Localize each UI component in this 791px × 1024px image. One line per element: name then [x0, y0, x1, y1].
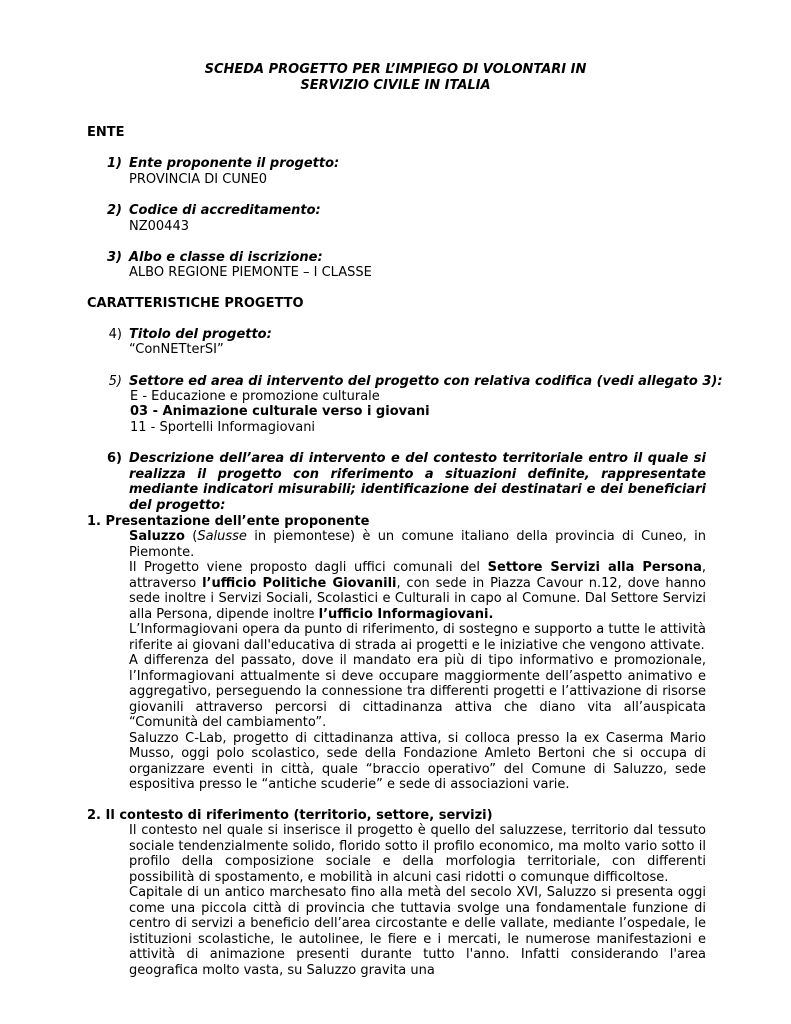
section-2-paragraph-1: Il contesto nel quale si inserisce il progetto è quello del saluzzese, territorio dal tessuto sociale tendenzialmente solido, florido sotto il profilo economico, ma molto vario sotto il profilo della composizione sociale e della morfologia territoriale, con differenti possibilità di spostamento, e mobilità in alcuni casi ridotti o comunque difficoltose. — [129, 823, 706, 885]
item-4-value: “ConNETterSI” — [129, 342, 224, 357]
item-2-value: NZ00443 — [129, 219, 189, 234]
section-1-paragraph-5: Saluzzo C-Lab, progetto di cittadinanza attiva, si colloca presso la ex Caserma Mario Musso, oggi polo scolastico, sede della Fondazione Amleto Bertoni che si occupa di organizzare eventi in città, quale “braccio operativo” del Comune di Saluzzo, sede espositiva presso le “antiche scuderie” e sede di associazioni varie. — [129, 730, 706, 792]
section-1-heading: 1. Presentazione dell’ente proponente — [87, 514, 370, 529]
title-line-2: SERVIZIO CIVILE IN ITALIA — [300, 78, 491, 93]
section-1-body — [129, 529, 706, 793]
item-6-number: 6) — [107, 451, 122, 466]
title-line-1: SCHEDA PROGETTO PER L’IMPIEGO DI VOLONTARI IN — [204, 62, 587, 77]
item-1-value: PROVINCIA DI CUNE0 — [129, 172, 268, 187]
item-5-label: Settore ed area di intervento del progetto con relativa codifica (vedi allegato 3): — [129, 374, 723, 389]
settore-line-1: E - Educazione e promozione culturale — [130, 389, 380, 404]
item-3-label: Albo e classe di iscrizione: — [129, 250, 323, 265]
item-3-number: 3) — [107, 250, 122, 265]
item-6-text: Descrizione dell’area di intervento e del contesto territoriale entro il quale si realizza il progetto con riferimento a situazioni definite, rappresentate mediante indicatori misurabili; identificazione dei destinatari e dei beneficiari del progetto: — [129, 451, 706, 513]
item-4-number: 4) — [108, 327, 122, 342]
item-2-number: 2) — [107, 203, 122, 218]
item-5-number: 5) — [108, 374, 122, 389]
section-1-paragraph-3: L’Informagiovani opera da punto di riferimento, di sostegno e supporto a tutte le attività riferite ai giovani dall'educativa di strada ai progetti e le iniziative che vengono attivate. — [129, 622, 706, 653]
document-title — [0, 62, 791, 94]
section-heading-caratteristiche: CARATTERISTICHE PROGETTO — [87, 296, 304, 311]
section-1-paragraph-1: Saluzzo (Salusse in piemontese) è un comune italiano della provincia di Cuneo, in Piemonte. — [129, 529, 706, 560]
section-2-paragraph-2: Capitale di un antico marchesato fino alla metà del secolo XVI, Saluzzo si presenta oggi come una piccola città di provincia che tuttavia svolge una fondamentale funzione di centro di servizi a beneficio dell’area circostante e delle vallate, mediante l’ospedale, le istituzioni scolastiche, le autolinee, le fiere e i mercati, le numerose manifestazioni e attività di animazione presenti durante tutto l'anno. Infatti considerando l'area geografica molto vasta, su Saluzzo gravita una — [129, 885, 706, 978]
item-1-label: Ente proponente il progetto: — [129, 156, 340, 171]
item-4-label: Titolo del progetto: — [129, 327, 272, 342]
settore-line-3: 11 - Sportelli Informagiovani — [130, 420, 316, 435]
section-2-heading: 2. Il contesto di riferimento (territorio, settore, servizi) — [87, 808, 493, 823]
item-3-value: ALBO REGIONE PIEMONTE – I CLASSE — [129, 265, 372, 280]
settore-line-2: 03 - Animazione culturale verso i giovani — [130, 404, 430, 419]
section-heading-ente: ENTE — [87, 125, 125, 140]
section-1-paragraph-2: Il Progetto viene proposto dagli uffici comunali del Settore Servizi alla Persona, attraverso l’ufficio Politiche Giovanili, con sede in Piazza Cavour n.12, dove hanno sede inoltre i Servizi Sociali, Scolastici e Culturali in capo al Comune. Dal Settore Servizi alla Persona, dipende inoltre l’ufficio Informagiovani. — [129, 560, 706, 622]
section-2-body — [129, 823, 706, 978]
item-1-number: 1) — [107, 156, 122, 171]
item-2-label: Codice di accreditamento: — [129, 203, 321, 218]
section-1-paragraph-4: A differenza del passato, dove il mandato era più di tipo informativo e promozionale, l’Informagiovani attualmente si deve occupare maggiormente dell’aspetto animativo e aggregativo, perseguendo la connessione tra differenti progetti e l’attivazione di risorse giovanili attraverso percorsi di cittadinanza attiva che diano vita all’auspicata “Comunità del cambiamento”. — [129, 653, 706, 730]
